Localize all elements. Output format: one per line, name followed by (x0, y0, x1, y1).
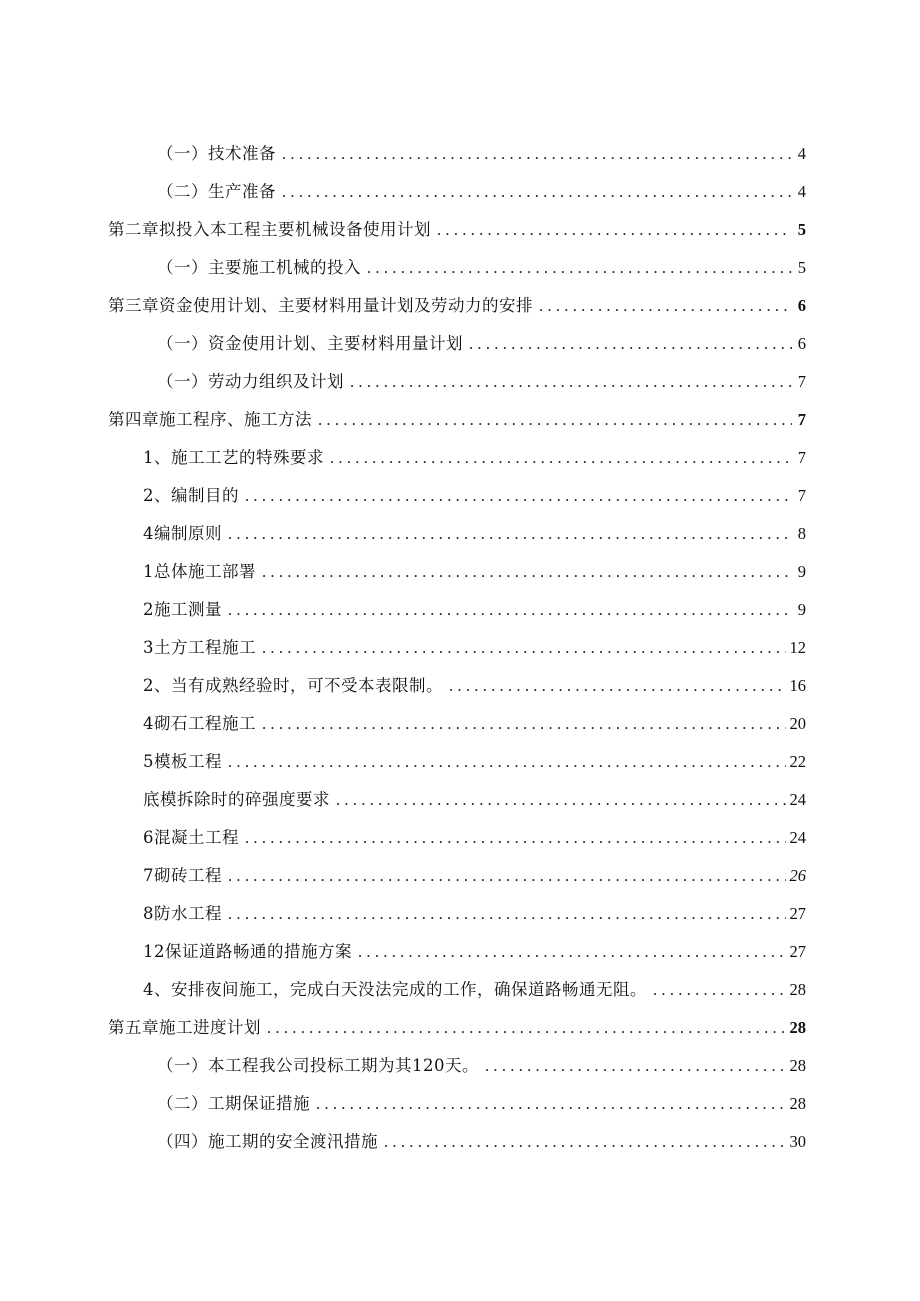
toc-entry-title: 2、编制目的 (143, 486, 239, 505)
toc-entry-title: 底模拆除时的碎强度要求 (143, 790, 330, 809)
toc-entry[interactable] (157, 1129, 806, 1155)
toc-entry-page: 5 (797, 220, 806, 239)
toc-entry-page: 12 (789, 638, 806, 657)
toc-entry[interactable] (143, 863, 806, 889)
toc-entry-title: 3土方工程施工 (143, 638, 256, 657)
toc-entry-page: 26 (789, 866, 806, 885)
toc-dot-leader (653, 977, 786, 1003)
toc-dot-leader (367, 255, 792, 281)
toc-dot-leader (228, 597, 792, 623)
toc-chapter-entry[interactable] (108, 407, 806, 433)
toc-entry-page: 24 (789, 828, 806, 847)
toc-entry-title: 2、当有成熟经验时，可不受本表限制。 (143, 676, 443, 695)
toc-entry-page: 27 (789, 942, 806, 961)
toc-entry-page: 28 (789, 980, 806, 999)
toc-entry[interactable] (143, 787, 806, 813)
toc-dot-leader (469, 331, 792, 357)
toc-dot-leader (262, 559, 792, 585)
toc-dot-leader (282, 141, 792, 167)
toc-dot-leader (336, 787, 786, 813)
toc-entry[interactable] (157, 255, 806, 281)
toc-dot-leader (318, 407, 792, 433)
toc-dot-leader (350, 369, 792, 395)
toc-dot-leader (228, 749, 786, 775)
toc-entry-page: 4 (797, 182, 806, 201)
toc-entry-title: 4编制原则 (143, 524, 222, 543)
toc-entry-title: 12保证道路畅通的措施方案 (143, 942, 352, 961)
toc-dot-leader (245, 825, 786, 851)
toc-entry-title: 5模板工程 (143, 752, 222, 771)
toc-entry-title: 1总体施工部署 (143, 562, 256, 581)
toc-entry-title: 第五章施工进度计划 (108, 1018, 261, 1037)
toc-dot-leader (228, 521, 792, 547)
toc-entry-page: 6 (797, 296, 806, 315)
toc-entry-page: 28 (789, 1056, 806, 1075)
toc-entry[interactable] (143, 939, 806, 965)
toc-entry[interactable] (143, 711, 806, 737)
toc-dot-leader (449, 673, 786, 699)
toc-entry-page: 9 (797, 562, 806, 581)
toc-entry-page: 7 (797, 410, 806, 429)
toc-entry-page: 6 (797, 334, 806, 353)
toc-entry[interactable] (143, 597, 806, 623)
toc-dot-leader (384, 1129, 786, 1155)
toc-entry[interactable] (157, 369, 806, 395)
toc-entry-page: 28 (789, 1018, 806, 1037)
toc-chapter-entry[interactable] (108, 293, 806, 319)
toc-entry-page: 16 (789, 676, 806, 695)
toc-entry-title: 第二章拟投入本工程主要机械设备使用计划 (108, 220, 431, 239)
toc-entry-page: 27 (789, 904, 806, 923)
toc-dot-leader (539, 293, 792, 319)
toc-entry-page: 9 (797, 600, 806, 619)
toc-entry-title: （一）技术准备 (157, 144, 276, 163)
toc-entry-title: （一）资金使用计划、主要材料用量计划 (157, 334, 463, 353)
toc-entry-page: 30 (789, 1132, 806, 1151)
toc-entry-title: 第三章资金使用计划、主要材料用量计划及劳动力的安排 (108, 296, 533, 315)
toc-entry[interactable] (143, 673, 806, 699)
toc-entry-title: （一）本工程我公司投标工期为其120天。 (157, 1056, 479, 1075)
toc-dot-leader (245, 483, 792, 509)
toc-entry[interactable] (143, 635, 806, 661)
toc-dot-leader (330, 445, 792, 471)
toc-entry-page: 7 (797, 486, 806, 505)
toc-entry[interactable] (157, 331, 806, 357)
toc-entry-title: 第四章施工程序、施工方法 (108, 410, 312, 429)
toc-dot-leader (437, 217, 792, 243)
toc-dot-leader (267, 1015, 786, 1041)
toc-entry-page: 7 (797, 448, 806, 467)
toc-dot-leader (262, 635, 786, 661)
toc-chapter-entry[interactable] (108, 217, 806, 243)
toc-entry-page: 20 (789, 714, 806, 733)
toc-dot-leader (228, 863, 786, 889)
toc-entry-title: （一）劳动力组织及计划 (157, 372, 344, 391)
toc-entry-title: （二）生产准备 (157, 182, 276, 201)
toc-entry[interactable] (143, 559, 806, 585)
toc-entry-title: 8防水工程 (143, 904, 222, 923)
toc-entry-page: 7 (797, 372, 806, 391)
toc-entry-page: 28 (789, 1094, 806, 1113)
toc-entry-title: 6混凝土工程 (143, 828, 239, 847)
toc-entry-title: 1、施工工艺的特殊要求 (143, 448, 324, 467)
toc-entry[interactable] (143, 445, 806, 471)
toc-entry[interactable] (143, 521, 806, 547)
toc-entry-page: 5 (797, 258, 806, 277)
toc-dot-leader (282, 179, 792, 205)
toc-entry-title: 2施工测量 (143, 600, 222, 619)
toc-entry[interactable] (157, 1053, 806, 1079)
toc-dot-leader (316, 1091, 786, 1117)
toc-entry-title: （四）施工期的安全渡汛措施 (157, 1132, 378, 1151)
toc-entry[interactable] (143, 483, 806, 509)
toc-dot-leader (262, 711, 786, 737)
toc-entry-page: 22 (789, 752, 806, 771)
toc-dot-leader (485, 1053, 786, 1079)
toc-entry-page: 24 (789, 790, 806, 809)
toc-entry[interactable] (143, 749, 806, 775)
toc-entry-title: 4砌石工程施工 (143, 714, 256, 733)
toc-entry-title: 7砌砖工程 (143, 866, 222, 885)
toc-entry-title: （一）主要施工机械的投入 (157, 258, 361, 277)
toc-entry[interactable] (157, 141, 806, 167)
toc-entry-title: （二）工期保证措施 (157, 1094, 310, 1113)
toc-entry-page: 4 (797, 144, 806, 163)
toc-dot-leader (358, 939, 786, 965)
toc-entry-page: 8 (797, 524, 806, 543)
toc-entry[interactable] (157, 1091, 806, 1117)
toc-entry-title: 4、安排夜间施工，完成白天没法完成的工作，确保道路畅通无阻。 (143, 980, 647, 999)
toc-entry[interactable] (143, 825, 806, 851)
toc-entry[interactable] (143, 977, 806, 1003)
toc-entry[interactable] (157, 179, 806, 205)
toc-entry[interactable] (143, 901, 806, 927)
toc-chapter-entry[interactable] (108, 1015, 806, 1041)
toc-dot-leader (228, 901, 786, 927)
